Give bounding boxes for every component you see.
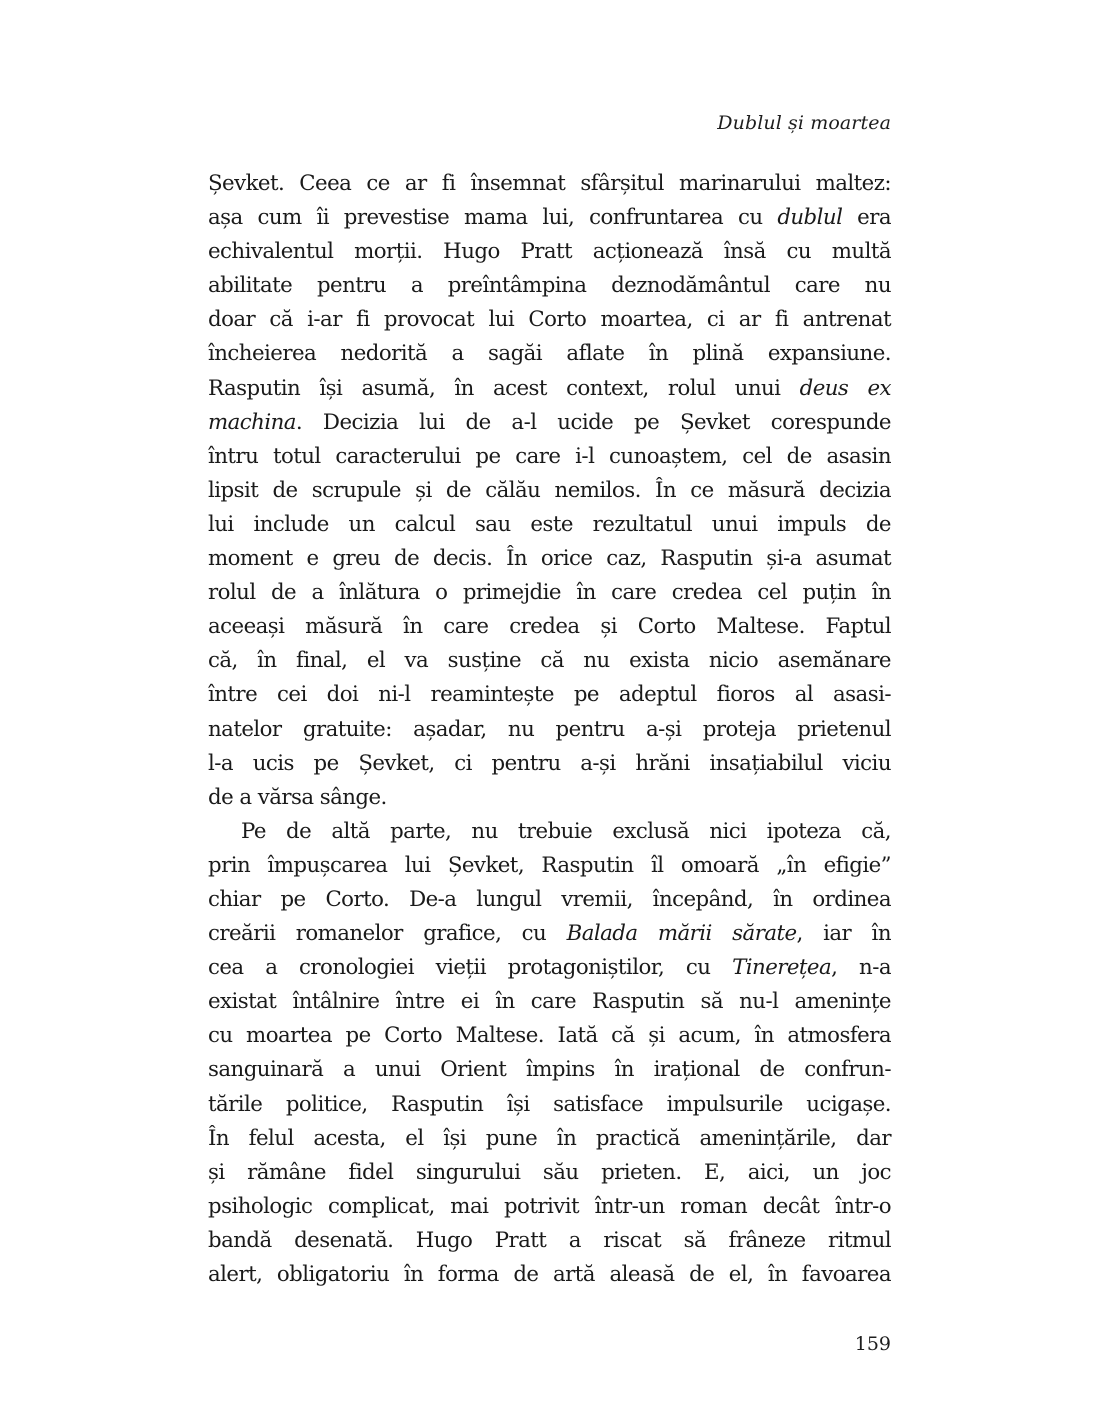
text-run: Pe de altă parte, nu trebuie exclusă nici ipoteza că, [241,818,891,844]
text-line [208,303,891,337]
running-head: Dublul și moartea [717,112,891,134]
text-line [208,1156,891,1190]
text-line [208,167,891,201]
text-line [208,951,891,985]
text-run: alert, obligatoriu în forma de artă aleasă de el, în favoarea [208,1262,891,1287]
italic-text: dublul [777,205,843,231]
text-line [208,1122,891,1156]
text-run: Rasputin își asumă, în acest context, rolul unui [208,375,800,401]
text-line [208,747,891,781]
text-run: lipsit de scrupule și de călău nemilos. În ce măsură decizia [208,477,891,503]
text-line [208,406,891,440]
body-text [208,167,891,1292]
text-line [208,883,891,917]
text-line [208,781,891,815]
text-line [208,917,891,951]
text-line [208,1258,891,1292]
text-line [208,576,891,610]
text-run: l-a ucis pe Șevket, ci pentru a-și hrăni insațiabilul viciu [208,750,891,776]
italic-text: deus ex [799,375,891,401]
text-line [208,508,891,542]
text-run: chiar pe Corto. De-a lungul vremii, începând, în ordinea [208,886,891,912]
text-run: natelor gratuite: așadar, nu pentru a-și proteja prietenul [208,716,891,742]
text-run: . Decizia lui de a-l ucide pe Șevket corespunde [295,409,891,435]
text-run: lui include un calcul sau este rezultatul unui impuls de [208,511,891,537]
text-run: , iar în [796,921,891,947]
text-run: psihologic complicat, mai potrivit într-un roman decât într-o [208,1193,891,1219]
text-run: de a vărsa sânge. [208,784,387,810]
text-line [208,235,891,269]
text-run: era [842,205,891,231]
text-run: și rămâne fidel singurului său prieten. E, aici, un joc [208,1159,891,1185]
text-line [208,1088,891,1122]
text-line [208,1053,891,1087]
text-run: prin împușcarea lui Șevket, Rasputin îl omoară „în efigie” [208,852,891,878]
text-line [208,610,891,644]
text-run: încheierea nedorită a sagăi aflate în plină expansiune. [208,341,891,367]
text-run: rolul de a înlătura o primejdie în care credea cel puțin în [208,580,891,606]
text-run: că, în final, el va susține că nu exista nicio asemănare [208,648,891,674]
text-line [208,474,891,508]
text-run: abilitate pentru a preîntâmpina deznodământul care nu [208,273,891,299]
text-run: aceeași măsură în care credea și Corto Maltese. Faptul [208,614,891,640]
text-line [208,644,891,678]
text-run: moment e greu de decis. În orice caz, Rasputin și-a asumat [208,546,891,572]
text-run: , n-a [831,955,891,981]
text-line [208,713,891,747]
text-line [208,1224,891,1258]
italic-text: machina [208,409,296,435]
text-run: cu moartea pe Corto Maltese. Iată că și acum, în atmosfera [208,1023,891,1049]
text-line [208,440,891,474]
text-line [208,849,891,883]
text-run: între cei doi ni-l reamintește pe adeptul fioros al asasi- [208,682,891,708]
text-line [208,542,891,576]
text-run: doar că i-ar fi provocat lui Corto moartea, ci ar fi antrenat [208,307,891,333]
text-line [208,269,891,303]
italic-text: Tinerețea [732,955,832,981]
text-run: În felul acesta, el își pune în practică amenințările, dar [208,1125,891,1151]
text-run: întru totul caracterului pe care i-l cunoaștem, cel de asasin [208,443,891,469]
text-run: cea a cronologiei vieții protagoniștilor, cu [208,955,733,981]
text-run: așa cum îi prevestise mama lui, confruntarea cu [208,205,778,231]
text-run: sanguinară a unui Orient împins în irațional de confrun- [208,1057,891,1083]
text-line [208,1019,891,1053]
page-number: 159 [854,1333,891,1355]
text-line [208,201,891,235]
text-run: existat întâlnire între ei în care Rasputin să nu-l amenințe [208,989,891,1015]
text-line [208,678,891,712]
text-line [208,815,891,849]
italic-text: Balada mării sărate [566,921,797,947]
text-run: tările politice, Rasputin își satisface impulsurile ucigașe. [208,1091,891,1117]
text-run: Șevket. Ceea ce ar fi însemnat sfârșitul marinarului maltez: [208,171,891,196]
text-run: echivalentul morții. Hugo Pratt acționează însă cu multă [208,239,891,265]
text-run: creării romanelor grafice, cu [208,921,567,947]
text-line [208,372,891,406]
text-line [208,985,891,1019]
text-line [208,337,891,371]
text-line [208,1190,891,1224]
text-run: bandă desenată. Hugo Pratt a riscat să frâneze ritmul [208,1227,891,1253]
